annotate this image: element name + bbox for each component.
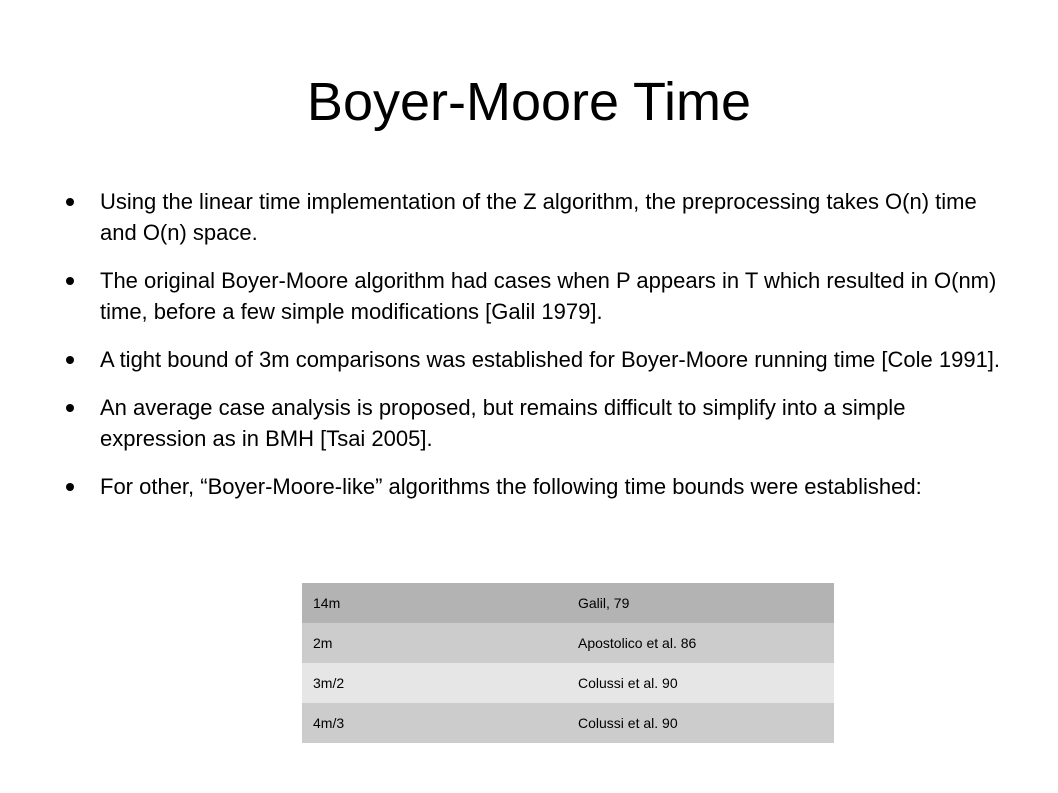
bullet-dot-icon bbox=[66, 198, 74, 206]
bullet-text: Using the linear time implementation of the Z algorithm, the preprocessing takes O(n) time and O(n) space. bbox=[100, 189, 977, 245]
bullet-item bbox=[64, 265, 1004, 327]
table-cell-bound: 2m bbox=[313, 635, 333, 651]
bullet-dot-icon bbox=[66, 356, 74, 364]
table-cell-reference: Apostolico et al. 86 bbox=[578, 635, 697, 651]
bullet-dot-icon bbox=[66, 483, 74, 491]
bullet-item bbox=[64, 186, 1004, 248]
bullet-item bbox=[64, 392, 1004, 454]
bullet-text: A tight bound of 3m comparisons was established for Boyer-Moore running time [Cole 1991]. bbox=[100, 347, 1001, 372]
bullet-dot-icon bbox=[66, 404, 74, 412]
table-row bbox=[302, 663, 834, 703]
table-row bbox=[302, 703, 834, 743]
table-cell-bound: 14m bbox=[313, 595, 341, 611]
bullet-list bbox=[64, 186, 1004, 519]
bullet-item bbox=[64, 344, 1004, 375]
table-row bbox=[302, 623, 834, 663]
table-cell-reference: Galil, 79 bbox=[578, 595, 630, 611]
table-cell-reference: Colussi et al. 90 bbox=[578, 675, 678, 691]
table-cell-bound: 4m/3 bbox=[313, 715, 345, 731]
bullet-text: For other, “Boyer-Moore-like” algorithms the following time bounds were established: bbox=[100, 474, 922, 499]
bullet-dot-icon bbox=[66, 277, 74, 285]
slide-title: Boyer-Moore Time bbox=[306, 72, 752, 132]
bullet-item bbox=[64, 471, 1004, 502]
time-bounds-table bbox=[302, 583, 834, 743]
table-row bbox=[302, 583, 834, 623]
bullet-text: An average case analysis is proposed, but remains difficult to simplify into a simple expression as in BMH [Tsai 2005]. bbox=[100, 395, 906, 451]
table-cell-reference: Colussi et al. 90 bbox=[578, 715, 678, 731]
table-cell-bound: 3m/2 bbox=[313, 675, 345, 691]
bullet-text: The original Boyer-Moore algorithm had cases when P appears in T which resulted in O(nm) time, before a few simple modifications [Galil 1979]. bbox=[100, 268, 997, 324]
